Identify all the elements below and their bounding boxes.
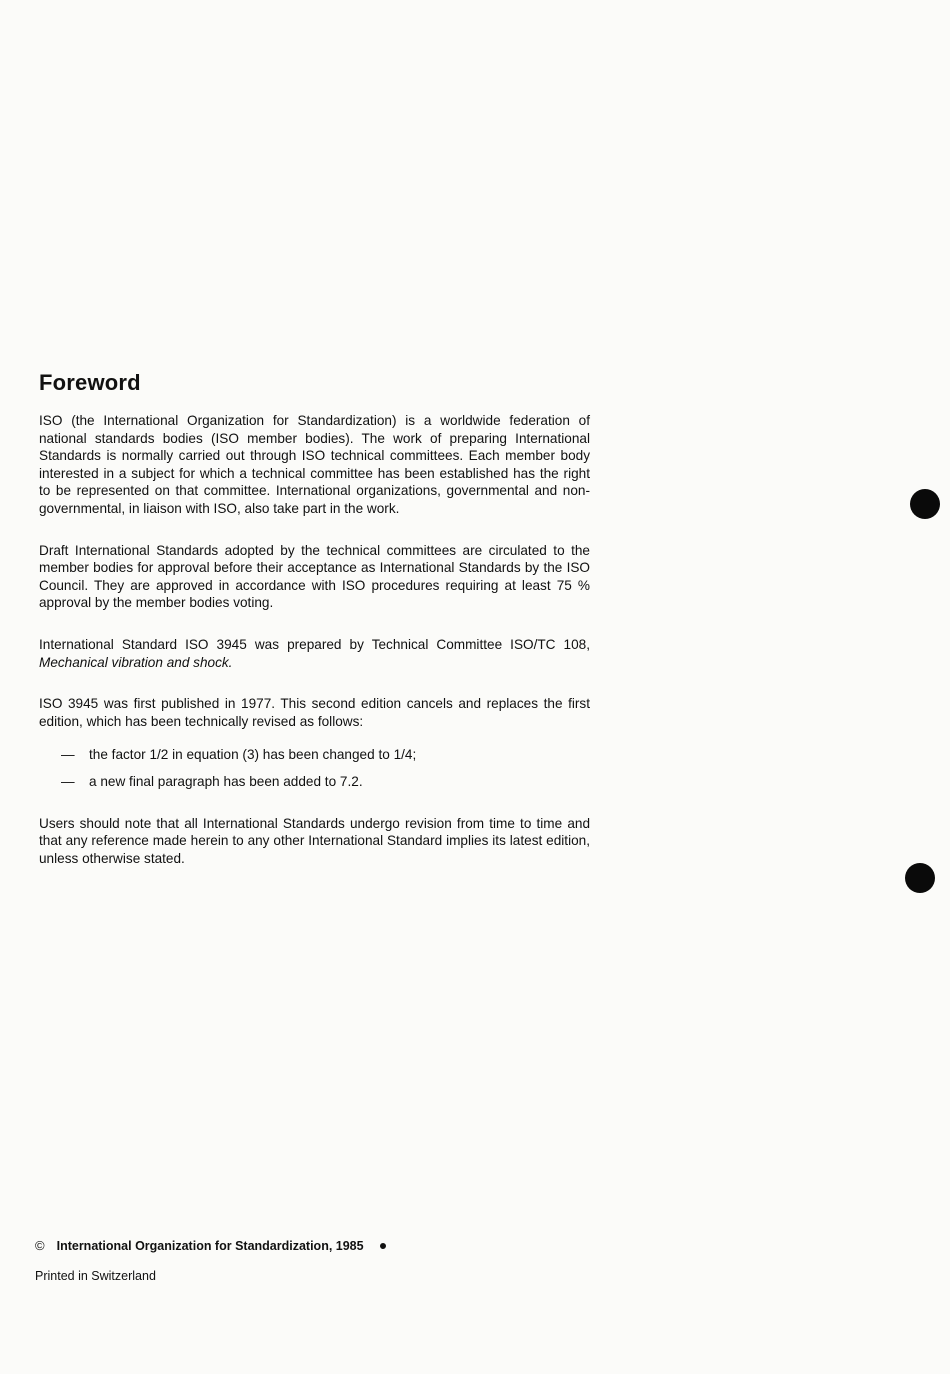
paragraph-committee: [39, 636, 590, 671]
paragraph-users-note: Users should note that all International Standards undergo revision from time to time and that any reference made herein to any other International Standard implies its latest edition, unless otherwise stated.: [39, 815, 590, 866]
revision-list: [39, 746, 590, 790]
printed-location: Printed in Switzerland: [35, 1269, 156, 1283]
paragraph-edition: ISO 3945 was first published in 1977. This second edition cancels and replaces the first edition, which has been technically revised as follows:: [39, 696, 590, 729]
page-title: Foreword: [39, 370, 141, 395]
footer: [35, 1238, 595, 1283]
copyright-line: [35, 1238, 595, 1253]
list-item: [39, 773, 590, 791]
committee-text: International Standard ISO 3945 was prepared by Technical Committee ISO/TC 108,: [39, 636, 590, 652]
committee-name: Mechanical vibration and shock.: [39, 654, 233, 670]
copyright-text: International Organization for Standardization, 1985: [56, 1238, 364, 1253]
punch-hole-icon: [905, 863, 935, 893]
list-item-text: a new final paragraph has been added to 7.2.: [89, 773, 363, 789]
dash-marker: —: [61, 773, 75, 789]
bullet-icon: [380, 1243, 386, 1249]
punch-hole-icon: [910, 489, 940, 519]
dash-marker: —: [61, 747, 75, 763]
copyright-icon: ©: [35, 1238, 45, 1253]
list-item: [39, 746, 590, 764]
list-item-text: the factor 1/2 in equation (3) has been changed to 1/4;: [89, 747, 417, 763]
paragraph-draft-standards: Draft International Standards adopted by the technical committees are circulated to the member bodies for approval before their acceptance as International Standards by the ISO Council. They are approved in accordance with ISO procedures requiring at least 75 % approval by the member bodies voting.: [39, 542, 590, 611]
paragraph-iso-description: ISO (the International Organization for Standardization) is a worldwide federation of national standards bodies (ISO member bodies). The work of preparing International Standards is normally carried out through ISO technical committees. Each member body interested in a subject for which a technical committee has been established has the right to be represented on that committee. International organizations, governmental and non-governmental, in liaison with ISO, also take part in the work.: [39, 413, 590, 516]
foreword-section: [39, 370, 590, 885]
